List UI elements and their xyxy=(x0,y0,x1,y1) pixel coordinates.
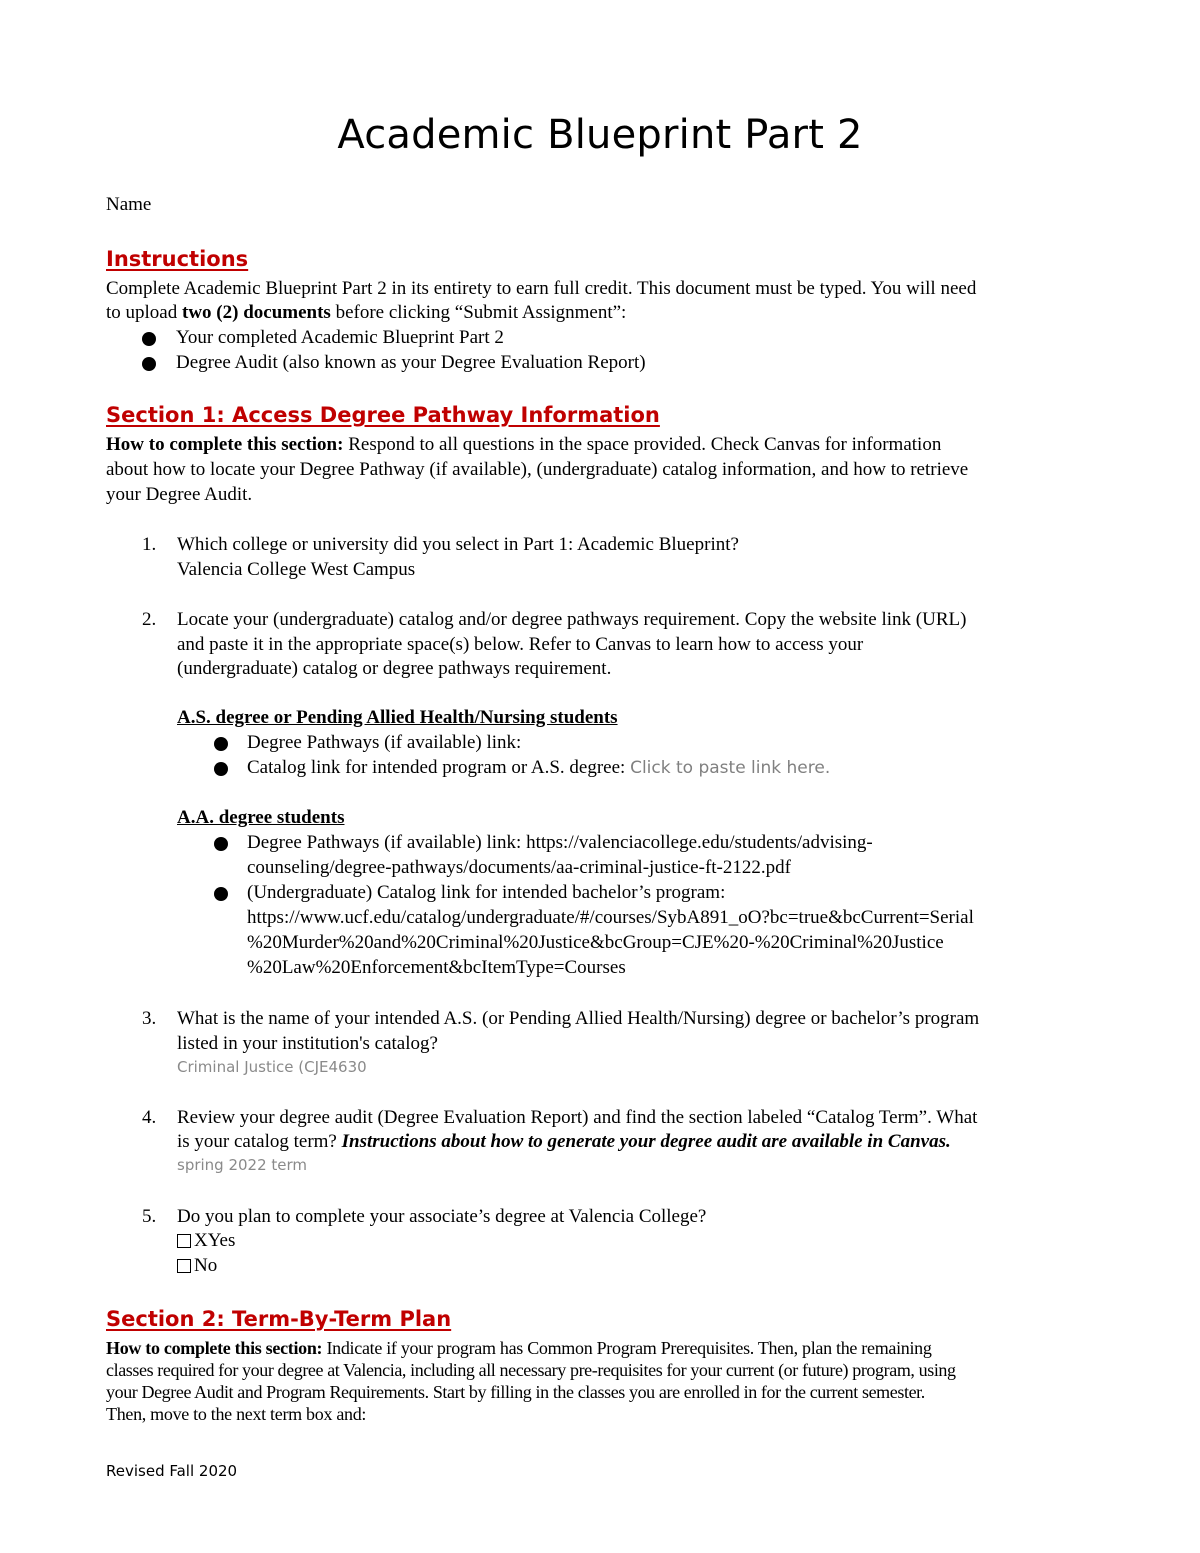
instructions-bullet-2-text: Degree Audit (also known as your Degree Evaluation Report) xyxy=(176,352,646,373)
aa-bullet-2-line-2: https://www.ucf.edu/catalog/undergraduate/#/courses/SybA891_oO?bc=true&bcCurrent=Serial xyxy=(247,907,974,928)
aa-bullet-1 xyxy=(214,831,873,856)
aa-bullet-1-line-2: counseling/degree-pathways/documents/aa-criminal-justice-ft-2122.pdf xyxy=(247,857,791,878)
question-3-line-1: What is the name of your intended A.S. (or Pending Allied Health/Nursing) degree or bachelor’s program xyxy=(177,1008,980,1029)
instructions-line-2-post: before clicking “Submit Assignment”: xyxy=(330,302,627,323)
option-no[interactable] xyxy=(177,1254,217,1279)
footer-revision: Revised Fall 2020 xyxy=(106,1462,238,1480)
section-1-how-line-2: about how to locate your Degree Pathway (if available), (undergraduate) catalog information, and how to retrieve xyxy=(106,459,969,480)
bullet-icon xyxy=(142,357,156,371)
question-3-answer[interactable]: Criminal Justice (CJE4630 xyxy=(177,1058,367,1076)
checkbox-icon[interactable] xyxy=(177,1259,191,1273)
section-2-how-line-4: Then, move to the next term box and: xyxy=(106,1404,367,1424)
section-2-how-line-3: your Degree Audit and Program Requirements. Start by filling in the classes you are enrolled in for the current semester. xyxy=(106,1382,925,1402)
as-degree-heading: A.S. degree or Pending Allied Health/Nursing students xyxy=(177,707,618,728)
question-2-line-3: (undergraduate) catalog or degree pathways requirement. xyxy=(177,658,612,679)
section-1-how-line-1 xyxy=(106,433,1106,458)
name-label: Name xyxy=(106,194,152,215)
section-2-heading: Section 2: Term-By-Term Plan xyxy=(106,1307,452,1331)
instructions-bullet-1-text: Your completed Academic Blueprint Part 2 xyxy=(176,327,504,348)
aa-bullet-2-line-4: %20Law%20Enforcement&bcItemType=Courses xyxy=(247,957,626,978)
instructions-line-2-pre: to upload xyxy=(106,302,182,323)
aa-bullet-2-line-1: (Undergraduate) Catalog link for intended bachelor’s program: xyxy=(247,882,726,903)
bullet-icon xyxy=(214,837,228,851)
question-4-answer[interactable]: spring 2022 term xyxy=(177,1156,308,1174)
section-2-how-line-1 xyxy=(106,1337,1106,1359)
question-1-answer[interactable]: Valencia College West Campus xyxy=(177,559,416,580)
as-bullet-1-text: Degree Pathways (if available) link: xyxy=(247,732,522,753)
as-bullet-2 xyxy=(214,756,830,781)
document-title: Academic Blueprint Part 2 xyxy=(337,112,863,158)
question-1-number: 1. xyxy=(142,534,157,555)
question-4-number: 4. xyxy=(142,1107,157,1128)
instructions-line-1: Complete Academic Blueprint Part 2 in its entirety to earn full credit. This document must be typed. You will need xyxy=(106,278,977,299)
section-1-how-line-3: your Degree Audit. xyxy=(106,484,253,505)
question-5-text: Do you plan to complete your associate’s degree at Valencia College? xyxy=(177,1206,707,1227)
option-no-label: No xyxy=(194,1255,218,1276)
section-1-how-text-1: Respond to all questions in the space provided. Check Canvas for information xyxy=(343,434,942,455)
instructions-bullet-2 xyxy=(142,351,646,376)
question-2-line-1: Locate your (undergraduate) catalog and/or degree pathways requirement. Copy the website link (URL) xyxy=(177,609,967,630)
checkbox-icon[interactable] xyxy=(177,1234,191,1248)
question-3-number: 3. xyxy=(142,1008,157,1029)
aa-bullet-2 xyxy=(214,881,725,906)
option-yes-label: XYes xyxy=(194,1230,236,1251)
question-1-text: Which college or university did you select in Part 1: Academic Blueprint? xyxy=(177,534,739,555)
instructions-line-2-bold: two (2) documents xyxy=(182,302,331,323)
question-3-line-2: listed in your institution's catalog? xyxy=(177,1033,438,1054)
instructions-bullet-1 xyxy=(142,326,504,351)
bullet-icon xyxy=(214,887,228,901)
section-2-how-bold: How to complete this section: xyxy=(106,1338,323,1358)
bullet-icon xyxy=(142,332,156,346)
catalog-link-placeholder[interactable]: Click to paste link here. xyxy=(630,758,831,778)
question-5-number: 5. xyxy=(142,1206,157,1227)
instructions-heading: Instructions xyxy=(106,247,249,271)
section-2-how-line-2: classes required for your degree at Valencia, including all necessary pre-requisites for your current (or future) program, using xyxy=(106,1360,956,1380)
aa-degree-heading: A.A. degree students xyxy=(177,807,345,828)
section-2-how-text-1: Indicate if your program has Common Program Prerequisites. Then, plan the remaining xyxy=(322,1338,932,1358)
as-bullet-2-text: Catalog link for intended program or A.S. degree: xyxy=(247,757,631,778)
section-1-how-bold: How to complete this section: xyxy=(106,434,344,455)
aa-bullet-2-line-3: %20Murder%20and%20Criminal%20Justice&bcGroup=CJE%20-%20Criminal%20Justice xyxy=(247,932,944,953)
bullet-icon xyxy=(214,737,228,751)
section-1-heading: Section 1: Access Degree Pathway Information xyxy=(106,403,660,427)
question-2-number: 2. xyxy=(142,609,157,630)
instructions-line-2 xyxy=(106,301,1106,326)
aa-bullet-1-line-1: Degree Pathways (if available) link: https://valenciacollege.edu/students/advising- xyxy=(247,832,873,853)
as-bullet-1 xyxy=(214,731,521,756)
question-4-line-2-pre: is your catalog term? xyxy=(177,1131,342,1152)
option-yes[interactable] xyxy=(177,1229,235,1254)
question-2-line-2: and paste it in the appropriate space(s) below. Refer to Canvas to learn how to access your xyxy=(177,634,864,655)
question-4-line-1: Review your degree audit (Degree Evaluation Report) and find the section labeled “Catalog Term”. What xyxy=(177,1107,978,1128)
question-4-line-2 xyxy=(177,1130,951,1155)
question-4-line-2-bold-italic: Instructions about how to generate your degree audit are available in Canvas. xyxy=(341,1131,951,1152)
bullet-icon xyxy=(214,762,228,776)
